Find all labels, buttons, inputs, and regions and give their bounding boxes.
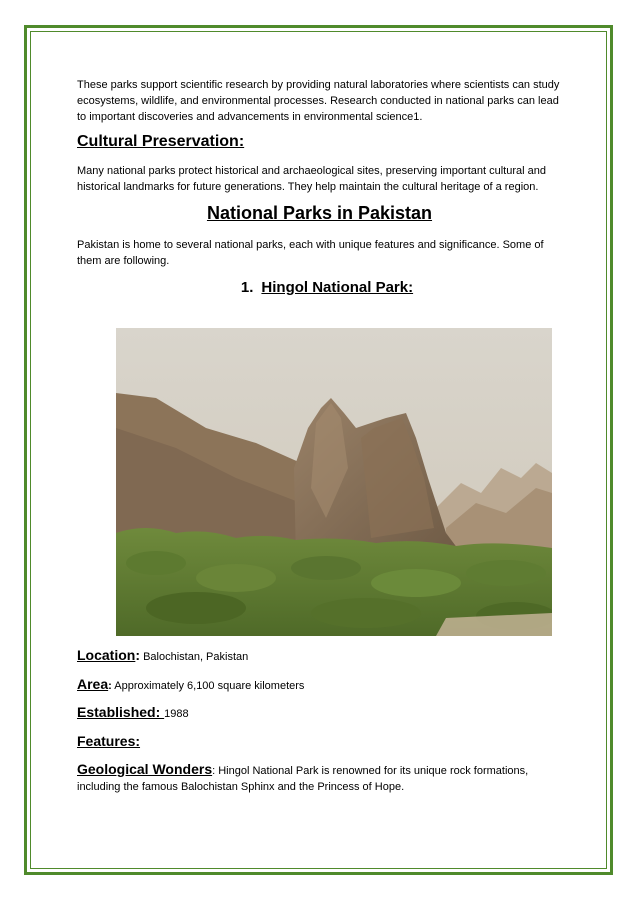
national-parks-heading: National Parks in Pakistan <box>206 203 433 223</box>
geological-label: Geological Wonders <box>77 761 213 777</box>
features-row <box>77 733 562 751</box>
established-row <box>77 704 562 722</box>
location-label: Location <box>77 647 136 663</box>
hingol-landscape-photo <box>116 328 552 636</box>
features-label: Features: <box>77 733 141 749</box>
cultural-preservation-heading: Cultural Preservation: <box>77 133 245 150</box>
location-value: Balochistan, Pakistan <box>143 651 249 663</box>
geological-row <box>77 761 562 795</box>
established-value: 1988 <box>164 708 189 720</box>
geological-value: : Hingol National Park is renowned for its unique rock formations, including the famous Balochistan Sphinx and the Princess of Hope. <box>77 765 529 793</box>
cultural-paragraph: Many national parks protect historical and archaeological sites, preserving important cultural and historical landmarks for future generations. They help maintain the cultural heritage of a region. <box>77 165 546 193</box>
hingol-heading <box>77 279 577 296</box>
area-label: Area <box>77 676 109 692</box>
location-row: Location: Balochistan, Pakistan <box>77 647 249 663</box>
area-row: Area: Approximately 6,100 square kilometers <box>77 676 305 692</box>
hingol-title: Hingol National Park: <box>261 279 414 296</box>
area-value: Approximately 6,100 square kilometers <box>114 680 305 692</box>
established-label: Established: <box>77 704 165 720</box>
pakistan-intro-paragraph: Pakistan is home to several national parks, each with unique features and significance. Some of them are following. <box>77 239 544 267</box>
list-number: 1. <box>240 279 254 296</box>
research-paragraph: These parks support scientific research by providing natural laboratories where scientists can study ecosystems, wildlife, and environmental processes. Research conducted in national parks can lead to important discoveries and advancements in environmental science1. <box>77 79 560 123</box>
